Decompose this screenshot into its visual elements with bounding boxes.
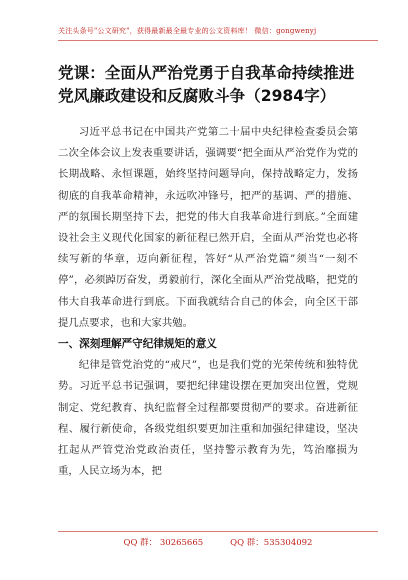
document-body [58,122,358,482]
header-divider [58,40,378,41]
header-promo-text: 关注头条号"公文研究"，获得最新最全最专业的公文资料库！ 微信：gongwenyj [58,27,317,35]
footer-qq-groups: QQ 群： 30265665 QQ 群：535304092 [123,538,313,548]
page-footer [58,531,378,551]
page-header [58,26,378,42]
document-title: 党课：全面从严治党勇于自我革命持续推进党风廉政建设和反腐败斗争（2984字） [58,64,355,105]
intro-paragraph: 习近平总书记在中国共产党第二十届中央纪律检查委员会第二次全体会议上发表重要讲话，强调要“把全面从严治党作为党的长期战略、永恒课题，始终坚持问题导向，保持战略定力，发扬彻底的自我革命精神，永远吹冲锋号，把严的基调、严的措施、严的氛围长期坚持下去，把党的伟大自我革命进行到底。”全面建设社会主义现代化国家的新征程已然开启，全面从严治党也必将续写新的华章，迈向新征程，答好“从严治党篇”须当“一刻不停”，必须踔厉奋发，勇毅前行，深化全面从严治党战略，把党的伟大自我革命进行到底。下面我就结合自己的体会，向全区干部提几点要求，也和大家共勉。 [58,126,358,329]
footer-divider [58,531,378,532]
section-paragraph: 纪律是管党治党的“戒尺”，也是我们党的光荣传统和独特优势。习近平总书记强调，要把纪律建设摆在更加突出位置，党规制定、党纪教育、执纪监督全过程都要贯彻严的要求。奋进新征程、履行新使命，各级党组织要更加注重和加强纪律建设，坚决扛起从严管党治党政治责任，坚持警示教育为先，笃治靡损为重，人民立场为本，把 [58,359,358,478]
section-heading: 一、深刻理解严守纪律规矩的意义 [58,338,217,351]
